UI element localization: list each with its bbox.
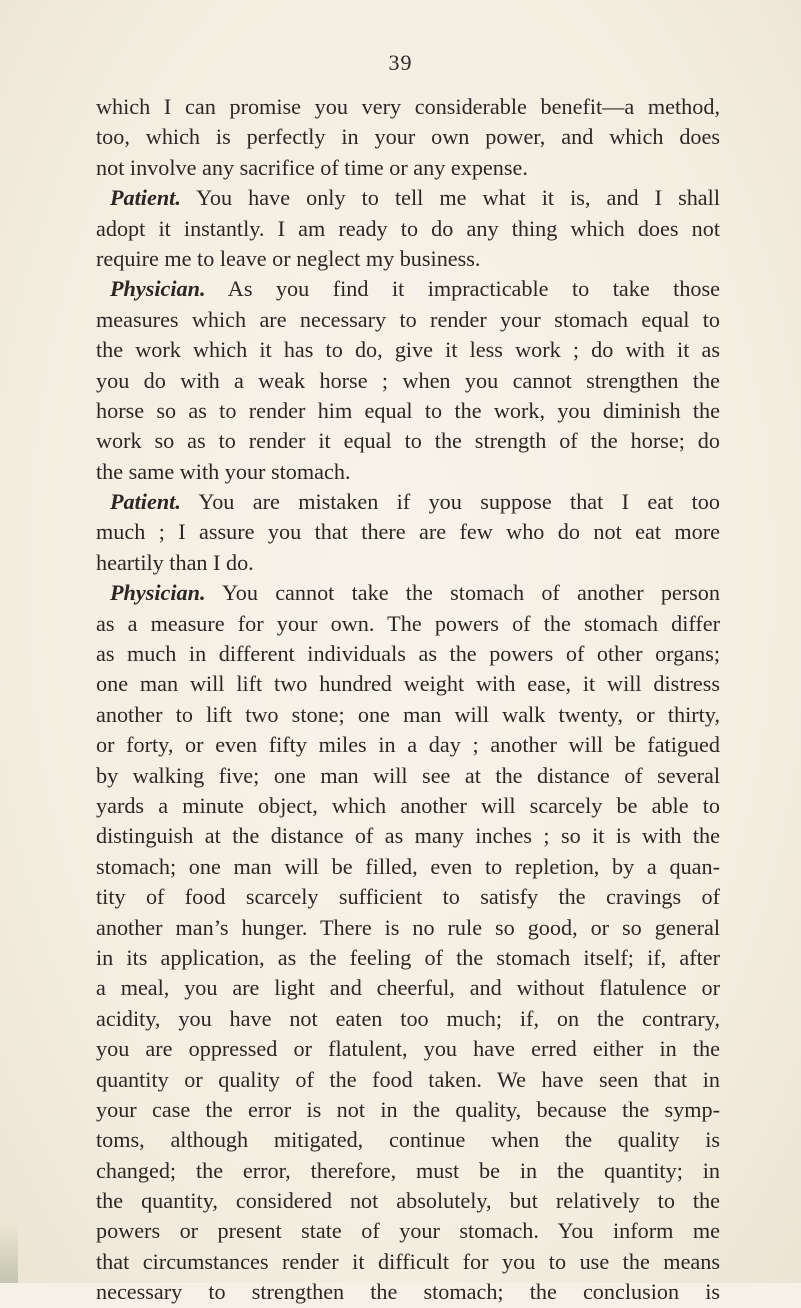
text-line xyxy=(96,1186,720,1216)
line-text: your case the error is not in the quality, because the symp- xyxy=(96,1096,720,1122)
text-line xyxy=(96,791,720,821)
speaker-label: Patient. xyxy=(110,489,181,515)
body-text xyxy=(96,92,720,1308)
speaker-label: Physician. xyxy=(110,580,206,606)
text-line xyxy=(96,122,720,152)
line-text: the same with your stomach. xyxy=(96,458,351,484)
text-line xyxy=(96,396,720,426)
text-line xyxy=(96,426,720,456)
line-text: another man’s hunger. There is no rule so good, or so general xyxy=(96,914,720,940)
line-text: yards a minute object, which another will scarcely be able to xyxy=(96,792,720,818)
line-text: distinguish at the distance of as many inches ; so it is with the xyxy=(96,823,720,849)
line-text: horse so as to render him equal to the work, you diminish the xyxy=(96,397,720,423)
line-text: you do with a weak horse ; when you cannot strengthen the xyxy=(96,367,720,393)
line-text: heartily than I do. xyxy=(96,549,254,575)
line-text: toms, although mitigated, continue when the quality is xyxy=(96,1127,720,1153)
line-text: the quantity, considered not absolutely, but relatively to the xyxy=(96,1188,720,1214)
text-line xyxy=(96,609,720,639)
line-text: or forty, or even fifty miles in a day ; another will be fatigued xyxy=(96,732,720,758)
line-text: another to lift two stone; one man will walk twenty, or thirty, xyxy=(96,701,720,727)
line-text: As you find it impracticable to take those xyxy=(205,276,720,302)
text-line xyxy=(96,639,720,669)
text-line xyxy=(96,852,720,882)
line-text: You are mistaken if you suppose that I eat too xyxy=(180,489,720,515)
line-text: as much in different individuals as the powers of other organs; xyxy=(96,641,720,667)
text-line xyxy=(96,274,720,304)
text-line xyxy=(96,548,720,578)
line-text: as a measure for your own. The powers of the stomach differ xyxy=(96,610,720,636)
text-line xyxy=(96,730,720,760)
text-line xyxy=(96,1034,720,1064)
text-line xyxy=(96,1125,720,1155)
text-line xyxy=(96,305,720,335)
line-text: measures which are necessary to render your stomach equal to xyxy=(96,306,720,332)
text-line xyxy=(96,821,720,851)
line-text: which I can promise you very considerable benefit—a method, xyxy=(96,94,720,119)
text-line xyxy=(96,913,720,943)
line-text: stomach; one man will be filled, even to repletion, by a quan- xyxy=(96,853,720,879)
line-text: adopt it instantly. I am ready to do any thing which does not xyxy=(96,215,720,241)
line-text: by walking five; one man will see at the distance of several xyxy=(96,762,720,788)
text-line xyxy=(96,973,720,1003)
line-text: quantity or quality of the food taken. We have seen that in xyxy=(96,1066,720,1092)
text-line xyxy=(96,92,720,122)
line-text: acidity, you have not eaten too much; if, on the contrary, xyxy=(96,1005,720,1031)
text-line xyxy=(96,1095,720,1125)
line-text: necessary to strengthen the stomach; the conclusion is xyxy=(96,1279,720,1305)
text-line xyxy=(96,335,720,365)
text-line xyxy=(96,669,720,699)
text-line xyxy=(96,882,720,912)
line-text: not involve any sacrifice of time or any expense. xyxy=(96,154,528,180)
line-text: too, which is perfectly in your own power, and which does xyxy=(96,124,720,150)
text-line xyxy=(96,244,720,274)
line-text: You have only to tell me what it is, and I shall xyxy=(180,185,720,211)
line-text: You cannot take the stomach of another person xyxy=(205,580,720,606)
text-line xyxy=(96,517,720,547)
text-line xyxy=(96,1065,720,1095)
text-line xyxy=(96,1216,720,1246)
speaker-label: Patient. xyxy=(110,185,181,211)
text-line xyxy=(96,183,720,213)
line-text: much ; I assure you that there are few who do not eat more xyxy=(96,519,720,545)
text-line xyxy=(96,153,720,183)
text-line xyxy=(96,1247,720,1277)
page-edge-stain xyxy=(0,1223,18,1283)
line-text: work so as to render it equal to the strength of the horse; do xyxy=(96,428,720,454)
text-line xyxy=(96,1156,720,1186)
speaker-label: Physician. xyxy=(110,276,206,302)
page-number: 39 xyxy=(388,50,413,75)
text-line xyxy=(96,1277,720,1307)
line-text: one man will lift two hundred weight with ease, it will distress xyxy=(96,671,720,697)
line-text: powers or present state of your stomach. You inform me xyxy=(96,1218,720,1244)
text-line xyxy=(96,487,720,517)
text-line xyxy=(96,700,720,730)
line-text: require me to leave or neglect my business. xyxy=(96,245,481,271)
text-line xyxy=(96,761,720,791)
line-text: in its application, as the feeling of the stomach itself; if, after xyxy=(96,944,720,970)
line-text: changed; the error, therefore, must be in the quantity; in xyxy=(96,1157,720,1183)
line-text: tity of food scarcely sufficient to satisfy the cravings of xyxy=(96,884,720,910)
text-line xyxy=(96,943,720,973)
text-line xyxy=(96,578,720,608)
text-line xyxy=(96,1004,720,1034)
line-text: a meal, you are light and cheerful, and without flatulence or xyxy=(96,975,720,1001)
line-text: the work which it has to do, give it less work ; do with it as xyxy=(96,337,720,363)
text-line xyxy=(96,214,720,244)
text-line xyxy=(96,366,720,396)
line-text: that circumstances render it difficult for you to use the means xyxy=(96,1248,720,1274)
text-line xyxy=(96,457,720,487)
line-text: you are oppressed or flatulent, you have erred either in the xyxy=(96,1036,720,1062)
